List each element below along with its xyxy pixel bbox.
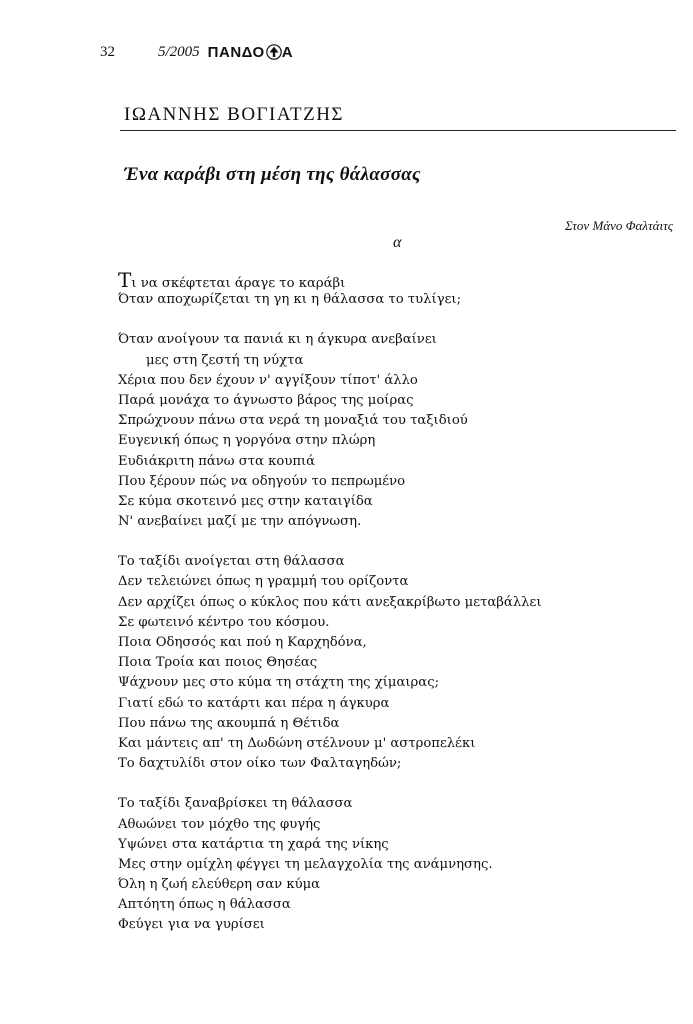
poem-line-text: ι να σκέφτεται άραγε το καράβι [131, 276, 346, 291]
poem-line: Όλη η ζωή ελεύθερη σαν κύμα [118, 877, 321, 893]
tree-emblem-icon [266, 44, 282, 60]
issue-number: 5/2005 [158, 43, 200, 60]
poem-line: Ποια Τροία και ποιος Θησέας [118, 655, 318, 671]
stanza [118, 552, 678, 774]
poem-line: Φεύγει για να γυρίσει [118, 917, 265, 933]
poem-line: Και μάντεις απ' τη Δωδώνη στέλνουν μ' αστροπελέκι [118, 735, 476, 751]
page-header [100, 40, 293, 64]
poem-line: Το ταξίδι ανοίγεται στη θάλασσα [118, 554, 345, 570]
poem-line: Μες στην ομίχλη φέγγει τη μελαγχολία της ανάμνησης. [118, 856, 493, 872]
poem-line: Που πάνω της ακουμπά η Θέτιδα [118, 715, 340, 731]
poem-line: Χέρια που δεν έχουν ν' αγγίξουν τίποτ' άλλο [118, 372, 418, 388]
poem-line: Αθωώνει τον μόχθο της φυγής [118, 816, 321, 832]
poem-line: Ευδιάκριτη πάνω στα κουπιά [118, 453, 316, 469]
stanza [118, 330, 678, 532]
poem-line: Σε φωτεινό κέντρο του κόσμου. [118, 614, 330, 630]
poem-line: Το ταξίδι ξαναβρίσκει τη θάλασσα [118, 796, 353, 812]
poem-line: Που ξέρουν πώς να οδηγούν το πεπρωμένο [118, 473, 406, 489]
page-number: 32 [100, 43, 115, 60]
poem-line: Δεν τελειώνει όπως η γραμμή του ορίζοντα [118, 574, 409, 590]
poem-line: Απτόητη όπως η θάλασσα [118, 897, 291, 913]
journal-name-right: Α [281, 43, 294, 61]
header-divider [120, 130, 676, 131]
poem-line: Ποια Οδησσός και πού η Καρχηδόνα, [118, 635, 367, 650]
poem-line [118, 270, 678, 290]
stanza [118, 794, 678, 935]
poem-line: Δεν αρχίζει όπως ο κύκλος που κάτι ανεξακρίβωτο μεταβάλλει [118, 594, 542, 610]
poem-line: Ψάχνουν μες στο κύμα τη στάχτη της χίμαιρας; [118, 675, 440, 691]
poem-line: Υψώνει στα κατάρτια τη χαρά της νίκης [118, 836, 389, 852]
poem-line: Όταν ανοίγουν τα πανιά κι η άγκυρα ανεβαίνει [118, 332, 437, 348]
poem-line: Παρά μονάχα το άγνωστο βάρος της μοίρας [118, 392, 414, 408]
poem-title: Ένα καράβι στη μέση της θάλασσας [124, 164, 421, 185]
journal-name-left: ΠΑΝΔΟ [207, 43, 265, 61]
poem-line: Ν' ανεβαίνει μαζί με την απόγνωση. [118, 514, 362, 530]
dedication: Στον Μάνο Φαλτάιτς [565, 218, 673, 233]
poem-line: μες στη ζεστή τη νύχτα [146, 352, 304, 368]
journal-logo [208, 44, 293, 61]
poem-line: Σε κύμα σκοτεινό μες στην καταιγίδα [118, 493, 373, 509]
stanza [118, 270, 678, 310]
first-letter: Τ [118, 268, 132, 292]
poem-line: Το δαχτυλίδι στον οίκο των Φαλταγηδών; [118, 756, 402, 772]
poem-line: Γιατί εδώ το κατάρτι και πέρα η άγκυρα [118, 695, 390, 711]
poem-line: Όταν αποχωρίζεται τη γη κι η θάλασσα το τυλίγει; [118, 292, 462, 308]
poem-line: Ευγενική όπως η γοργόνα στην πλώρη [118, 433, 376, 449]
poem-line: Σπρώχνουν πάνω στα νερά τη μοναξιά του ταξιδιού [118, 413, 468, 429]
author-name: ΙΩΑΝΝΗΣ ΒΟΓΙΑΤΖΗΣ [124, 104, 344, 125]
poem-body [118, 270, 678, 956]
section-marker: α [393, 234, 402, 251]
